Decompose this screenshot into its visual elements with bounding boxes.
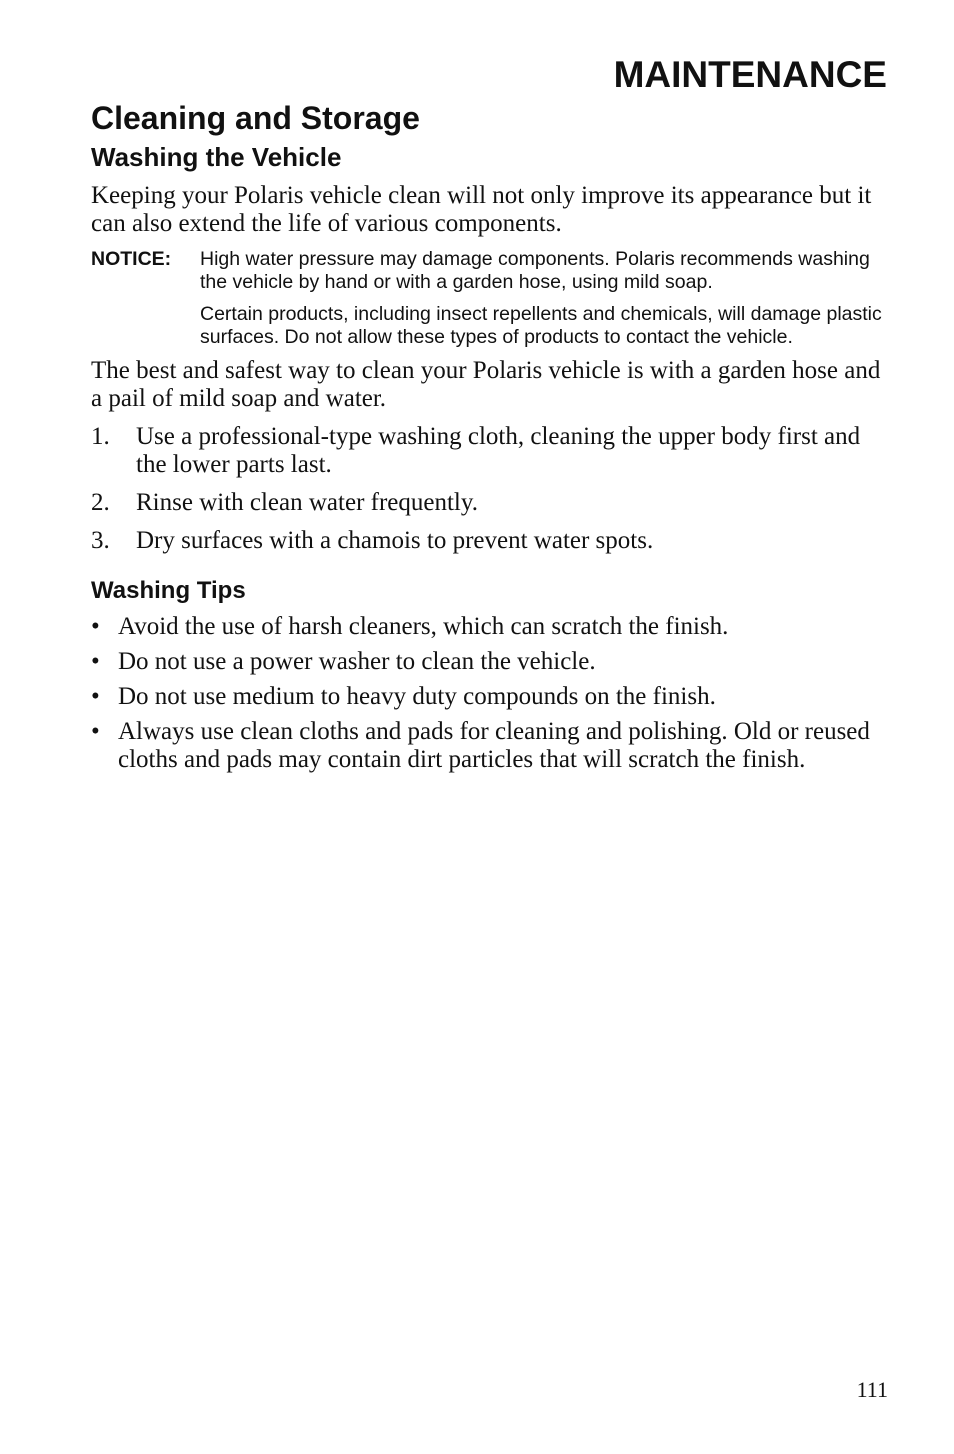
- bullet-icon: •: [91, 683, 100, 710]
- bullet-icon: •: [91, 718, 100, 745]
- notice-paragraph: High water pressure may damage components. Polaris recommends washing the vehicle by hand or with a garden hose, using mild soap.: [200, 248, 870, 293]
- step-item: [91, 527, 887, 555]
- steps-list: [91, 423, 887, 555]
- notice-block: [91, 248, 887, 349]
- tip-item: [91, 648, 887, 676]
- tips-title: Washing Tips: [91, 577, 246, 604]
- bullet-icon: •: [91, 613, 100, 640]
- page-number: 111: [856, 1377, 888, 1402]
- notice-label: NOTICE:: [91, 248, 172, 270]
- section-title: Cleaning and Storage: [91, 100, 420, 136]
- tip-text: Always use clean cloths and pads for cleaning and polishing. Old or reused cloths and pads may contain dirt particles that will scratch the finish.: [118, 718, 870, 773]
- step-item: [91, 423, 887, 479]
- tips-list: [91, 613, 887, 774]
- step-number: 2.: [91, 489, 110, 516]
- tip-text: Do not use a power washer to clean the vehicle.: [118, 648, 596, 675]
- notice-paragraph: Certain products, including insect repellents and chemicals, will damage plastic surfaces. Do not allow these types of products to contact the vehicle.: [200, 303, 882, 348]
- tip-text: Do not use medium to heavy duty compounds on the finish.: [118, 683, 716, 710]
- step-text: Rinse with clean water frequently.: [136, 489, 479, 516]
- tip-item: [91, 613, 887, 641]
- step-text: Dry surfaces with a chamois to prevent water spots.: [136, 527, 654, 554]
- step-text: Use a professional-type washing cloth, cleaning the upper body first and the lower parts last.: [136, 423, 861, 478]
- manual-page: [91, 52, 887, 781]
- chapter-title: MAINTENANCE: [613, 54, 887, 95]
- tip-item: [91, 718, 887, 774]
- bullet-icon: •: [91, 648, 100, 675]
- method-paragraph: The best and safest way to clean your Polaris vehicle is with a garden hose and a pail of mild soap and water.: [91, 357, 881, 412]
- step-number: 3.: [91, 527, 110, 554]
- subsection-title: Washing the Vehicle: [91, 142, 342, 172]
- tip-item: [91, 683, 887, 711]
- step-number: 1.: [91, 423, 110, 450]
- tip-text: Avoid the use of harsh cleaners, which can scratch the finish.: [118, 613, 729, 640]
- intro-paragraph: Keeping your Polaris vehicle clean will not only improve its appearance but it can also extend the life of various components.: [91, 182, 872, 237]
- step-item: [91, 489, 887, 517]
- notice-text: [200, 248, 887, 349]
